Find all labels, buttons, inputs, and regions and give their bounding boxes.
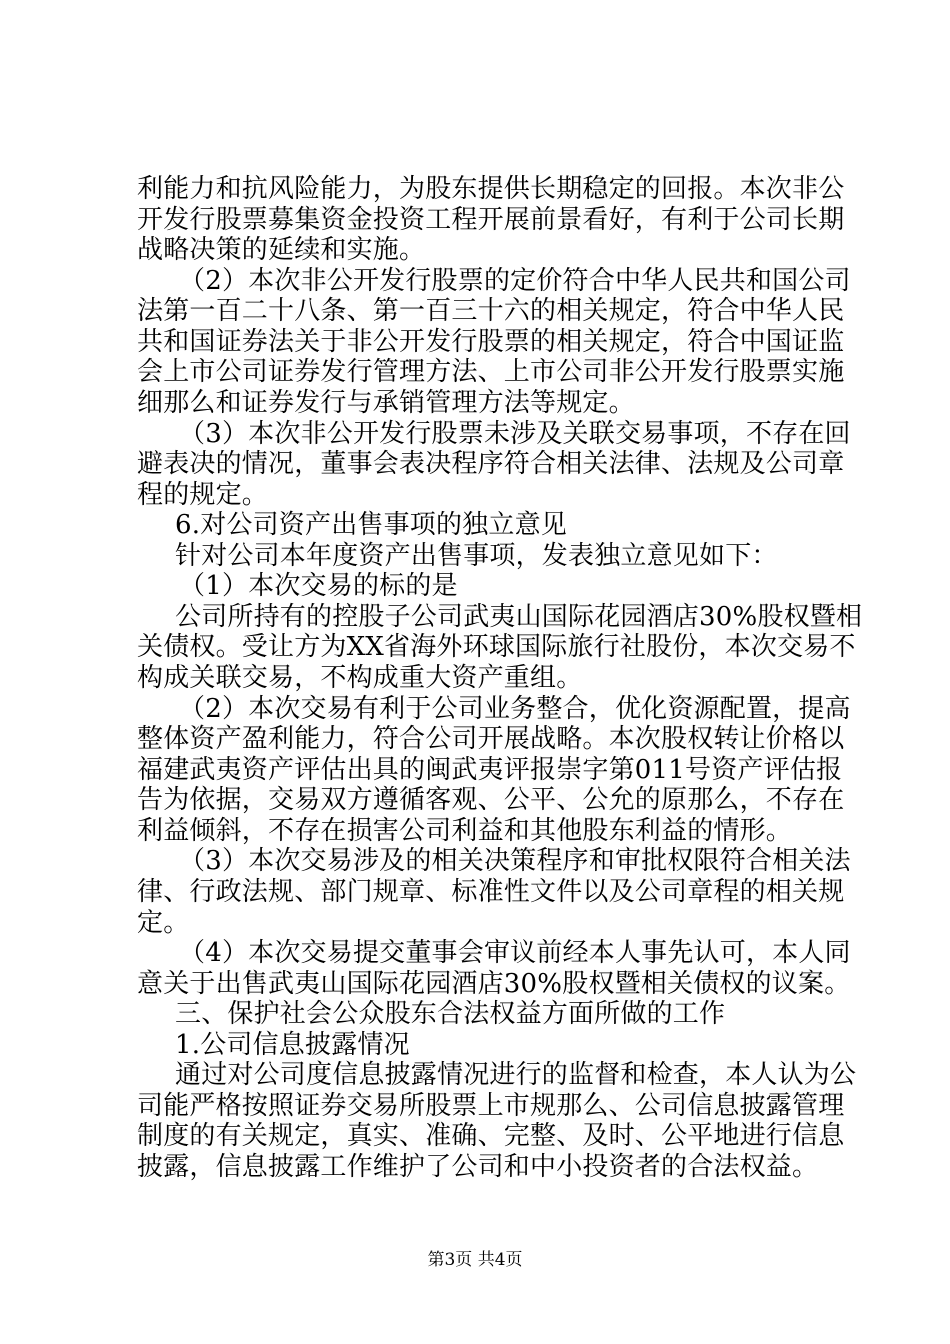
section-heading: 1.公司信息披露情况 [175,1030,410,1060]
text-line: 整体资产盈利能力，符合公司开展战略。本次股权转让价格以 [137,724,845,754]
text-line: 利益倾斜，不存在损害公司利益和其他股东利益的情形。 [137,816,793,846]
section-heading: 6.对公司资产出售事项的独立意见 [175,510,568,540]
text-line: 针对公司本年度资产出售事项，发表独立意见如下： [175,541,778,571]
section-heading: 三、保护社会公众股东合法权益方面所做的工作 [175,999,726,1029]
text-line: 共和国证券法关于非公开发行股票的相关规定，符合中国证监 [137,327,845,357]
text-line: （2）本次交易有利于公司业务整合，优化资源配置，提高 [179,694,851,724]
text-line: 福建武夷资产评估出具的闽武夷评报崇字第011号资产评估报 [137,755,843,785]
text-line: 披露，信息披露工作维护了公司和中小投资者的合法权益。 [137,1152,819,1182]
text-line: 告为依据，交易双方遵循客观、公平、公允的原那么，不存在 [137,785,845,815]
text-line: （3）本次非公开发行股票未涉及关联交易事项，不存在回 [179,419,851,449]
text-line: 司能严格按照证券交易所股票上市规那么、公司信息披露管理 [137,1091,845,1121]
text-line: （3）本次交易涉及的相关决策程序和审批权限符合相关法 [179,846,851,876]
text-line: 法第一百二十八条、第一百三十六的相关规定，符合中华人民 [137,296,845,326]
text-line: （2）本次非公开发行股票的定价符合中华人民共和国公司 [179,266,851,296]
text-line: 会上市公司证券发行管理方法、上市公司非公开发行股票实施 [137,357,845,387]
text-line: 细那么和证券发行与承销管理方法等规定。 [137,388,635,418]
text-line: （4）本次交易提交董事会审议前经本人事先认可，本人同 [179,938,851,968]
text-line: 律、行政法规、部门规章、标准性文件以及公司章程的相关规 [137,877,845,907]
text-line: 构成关联交易，不构成重大资产重组。 [137,663,583,693]
text-line: 通过对公司度信息披露情况进行的监督和检查，本人认为公 [175,1060,857,1090]
text-line: 避表决的情况，董事会表决程序符合相关法律、法规及公司章 [137,449,845,479]
text-line: 制度的有关规定，真实、准确、完整、及时、公平地进行信息 [137,1121,845,1151]
text-line: 关债权。受让方为XX省海外环球国际旅行社股份，本次交易不 [137,632,856,662]
page-footer: 第3页 共4页 [427,1250,523,1270]
text-line: 开发行股票募集资金投资工程开展前景看好，有利于公司长期 [137,205,845,235]
text-line: 意关于出售武夷山国际花园酒店30%股权暨相关债权的议案。 [137,969,851,999]
text-line: 公司所持有的控股子公司武夷山国际花园酒店30%股权暨相 [175,602,863,632]
text-line: 程的规定。 [137,480,269,510]
text-line: 利能力和抗风险能力，为股东提供长期稳定的回报。本次非公 [137,174,845,204]
text-line: 定。 [137,908,190,938]
text-line: （1）本次交易的标的是 [179,571,458,601]
text-line: 战略决策的延续和实施。 [137,235,426,265]
